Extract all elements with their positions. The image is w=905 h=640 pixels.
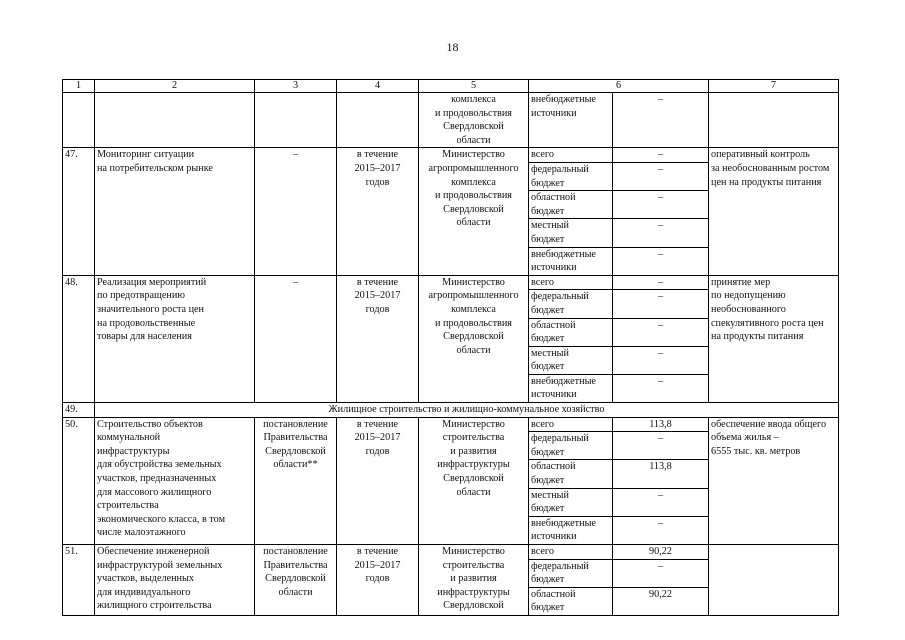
execution-period: в течение 2015–2017 годов [337,148,419,275]
funding-value: – [613,516,709,544]
legal-act: постановление Правительства Свердловской области [255,545,337,616]
responsible-executor: Министерство агропромышленного комплекса и продовольствия Свердловской области [419,148,529,275]
funding-source: федеральный бюджет [529,559,613,587]
funding-value: – [613,374,709,402]
carry-fund-value: – [613,93,709,148]
funding-value: 113,8 [613,460,709,488]
funding-source: областной бюджет [529,587,613,615]
funding-value: – [613,559,709,587]
funding-value: – [613,318,709,346]
expected-result [709,545,839,616]
header-col-3: 3 [255,80,337,93]
execution-period: в течение 2015–2017 годов [337,417,419,544]
execution-period: в течение 2015–2017 годов [337,545,419,616]
measures-table [62,79,839,616]
row-number: 51. [63,545,95,616]
section-row [63,403,839,418]
funding-value: 90,22 [613,587,709,615]
funding-value: – [613,219,709,247]
header-col-7: 7 [709,80,839,93]
header-row [63,80,839,93]
legal-act: – [255,148,337,275]
responsible-executor: Министерство строительства и развития инфраструктуры Свердловской области [419,417,529,544]
funding-source: федеральный бюджет [529,162,613,190]
funding-value: – [613,247,709,275]
measure-name: Обеспечение инженерной инфраструктурой земельных участков, выделенных для индивидуального жилищного строительства [95,545,255,616]
carry-executor: комплекса и продовольствия Свердловской области [419,93,529,148]
header-col-5: 5 [419,80,529,93]
funding-source: всего [529,275,613,290]
header-col-4: 4 [337,80,419,93]
table-row [63,148,839,163]
funding-value: 90,22 [613,545,709,560]
row-number: 50. [63,417,95,544]
funding-source: местный бюджет [529,219,613,247]
responsible-executor: Министерство строительства и развития инфраструктуры Свердловской [419,545,529,616]
table-row [63,275,839,290]
legal-act: – [255,275,337,402]
funding-source: внебюджетные источники [529,247,613,275]
header-col-6: 6 [529,80,709,93]
section-title: Жилищное строительство и жилищно-коммунальное хозяйство [95,403,839,418]
row-number: 48. [63,275,95,402]
measure-name: Мониторинг ситуации на потребительском рынке [95,148,255,275]
header-col-1: 1 [63,80,95,93]
funding-value: – [613,148,709,163]
carry-fund-source: внебюджетные источники [529,93,613,148]
measure-name: Строительство объектов коммунальной инфраструктуры для обустройства земельных участков, предназначенных для массового жилищного строительства экономического класса, в том числе малоэтажного [95,417,255,544]
funding-value: – [613,290,709,318]
funding-source: всего [529,545,613,560]
table-row [63,417,839,432]
funding-value: – [613,191,709,219]
expected-result: оперативный контроль за необоснованным ростом цен на продукты питания [709,148,839,275]
carry-name-cell [95,93,255,148]
legal-act: постановление Правительства Свердловской области** [255,417,337,544]
carry-over-row [63,93,839,148]
responsible-executor: Министерство агропромышленного комплекса и продовольствия Свердловской области [419,275,529,402]
funding-value: – [613,432,709,460]
page-number: 18 [446,40,459,54]
carry-doc-cell [255,93,337,148]
funding-source: всего [529,148,613,163]
row-number: 47. [63,148,95,275]
funding-source: внебюджетные источники [529,516,613,544]
funding-source: местный бюджет [529,488,613,516]
funding-value: – [613,346,709,374]
funding-source: федеральный бюджет [529,432,613,460]
carry-num-cell [63,93,95,148]
funding-value: 113,8 [613,417,709,432]
expected-result: обеспечение ввода общего объема жилья – 6555 тыс. кв. метров [709,417,839,544]
funding-source: местный бюджет [529,346,613,374]
execution-period: в течение 2015–2017 годов [337,275,419,402]
funding-source: областной бюджет [529,318,613,346]
funding-source: федеральный бюджет [529,290,613,318]
carry-result-cell [709,93,839,148]
funding-value: – [613,275,709,290]
funding-source: областной бюджет [529,460,613,488]
measure-name: Реализация мероприятий по предотвращению значительного роста цен на продовольственные товары для населения [95,275,255,402]
funding-source: областной бюджет [529,191,613,219]
header-col-2: 2 [95,80,255,93]
funding-source: всего [529,417,613,432]
funding-value: – [613,162,709,190]
table-row [63,545,839,560]
carry-period-cell [337,93,419,148]
expected-result: принятие мер по недопущению необоснованного спекулятивного роста цен на продукты питания [709,275,839,402]
funding-source: внебюджетные источники [529,374,613,402]
funding-value: – [613,488,709,516]
section-number: 49. [63,403,95,418]
